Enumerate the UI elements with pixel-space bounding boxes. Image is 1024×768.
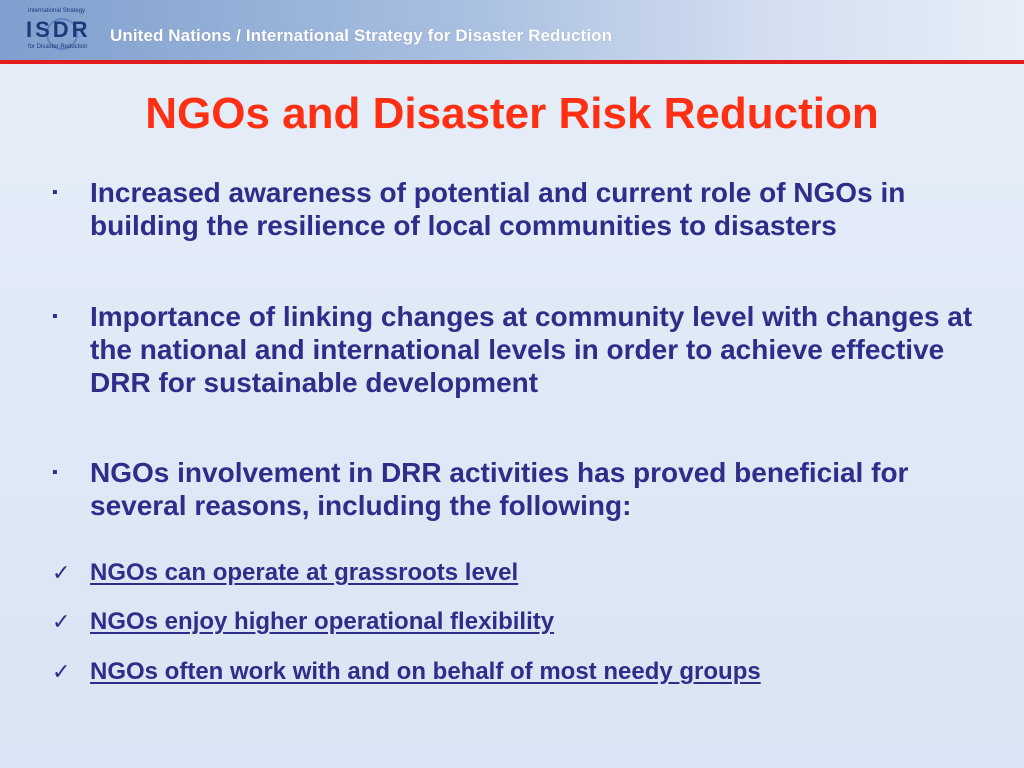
check-item xyxy=(52,606,992,640)
check-item xyxy=(52,557,992,591)
square-bullet-icon: ▪ xyxy=(52,308,58,325)
square-bullet-icon: ▪ xyxy=(52,184,58,201)
logo-top-text: International Strategy xyxy=(28,8,86,14)
isdr-logo xyxy=(24,8,100,54)
bullet-text: Importance of linking changes at community level with changes at the national and international levels in order to achieve effective DRR for sustainable development xyxy=(90,301,973,398)
check-link[interactable]: NGOs enjoy higher operational flexibility xyxy=(90,608,555,635)
check-item xyxy=(52,656,992,690)
organization-name: United Nations / International Strategy for Disaster Reduction xyxy=(110,26,613,45)
bullet-text: NGOs involvement in DRR activities has proved beneficial for several reasons, including the following: xyxy=(90,457,909,521)
bullet-text: Increased awareness of potential and current role of NGOs in building the resilience of local communities to disasters xyxy=(90,177,906,241)
checkmark-icon: ✓ xyxy=(52,609,71,634)
header-divider xyxy=(0,60,1024,64)
checkmark-icon: ✓ xyxy=(52,659,71,684)
check-link[interactable]: NGOs can operate at grassroots level xyxy=(90,559,519,586)
check-link[interactable]: NGOs often work with and on behalf of most needy groups xyxy=(90,658,761,685)
square-bullet-icon: ▪ xyxy=(52,464,58,481)
logo-bottom-text: for Disaster Reduction xyxy=(28,44,88,50)
header-bar xyxy=(0,0,1024,60)
checkmark-icon: ✓ xyxy=(52,560,71,585)
logo-main-text: ISDR xyxy=(26,17,91,42)
slide-title: NGOs and Disaster Risk Reduction xyxy=(145,89,879,138)
